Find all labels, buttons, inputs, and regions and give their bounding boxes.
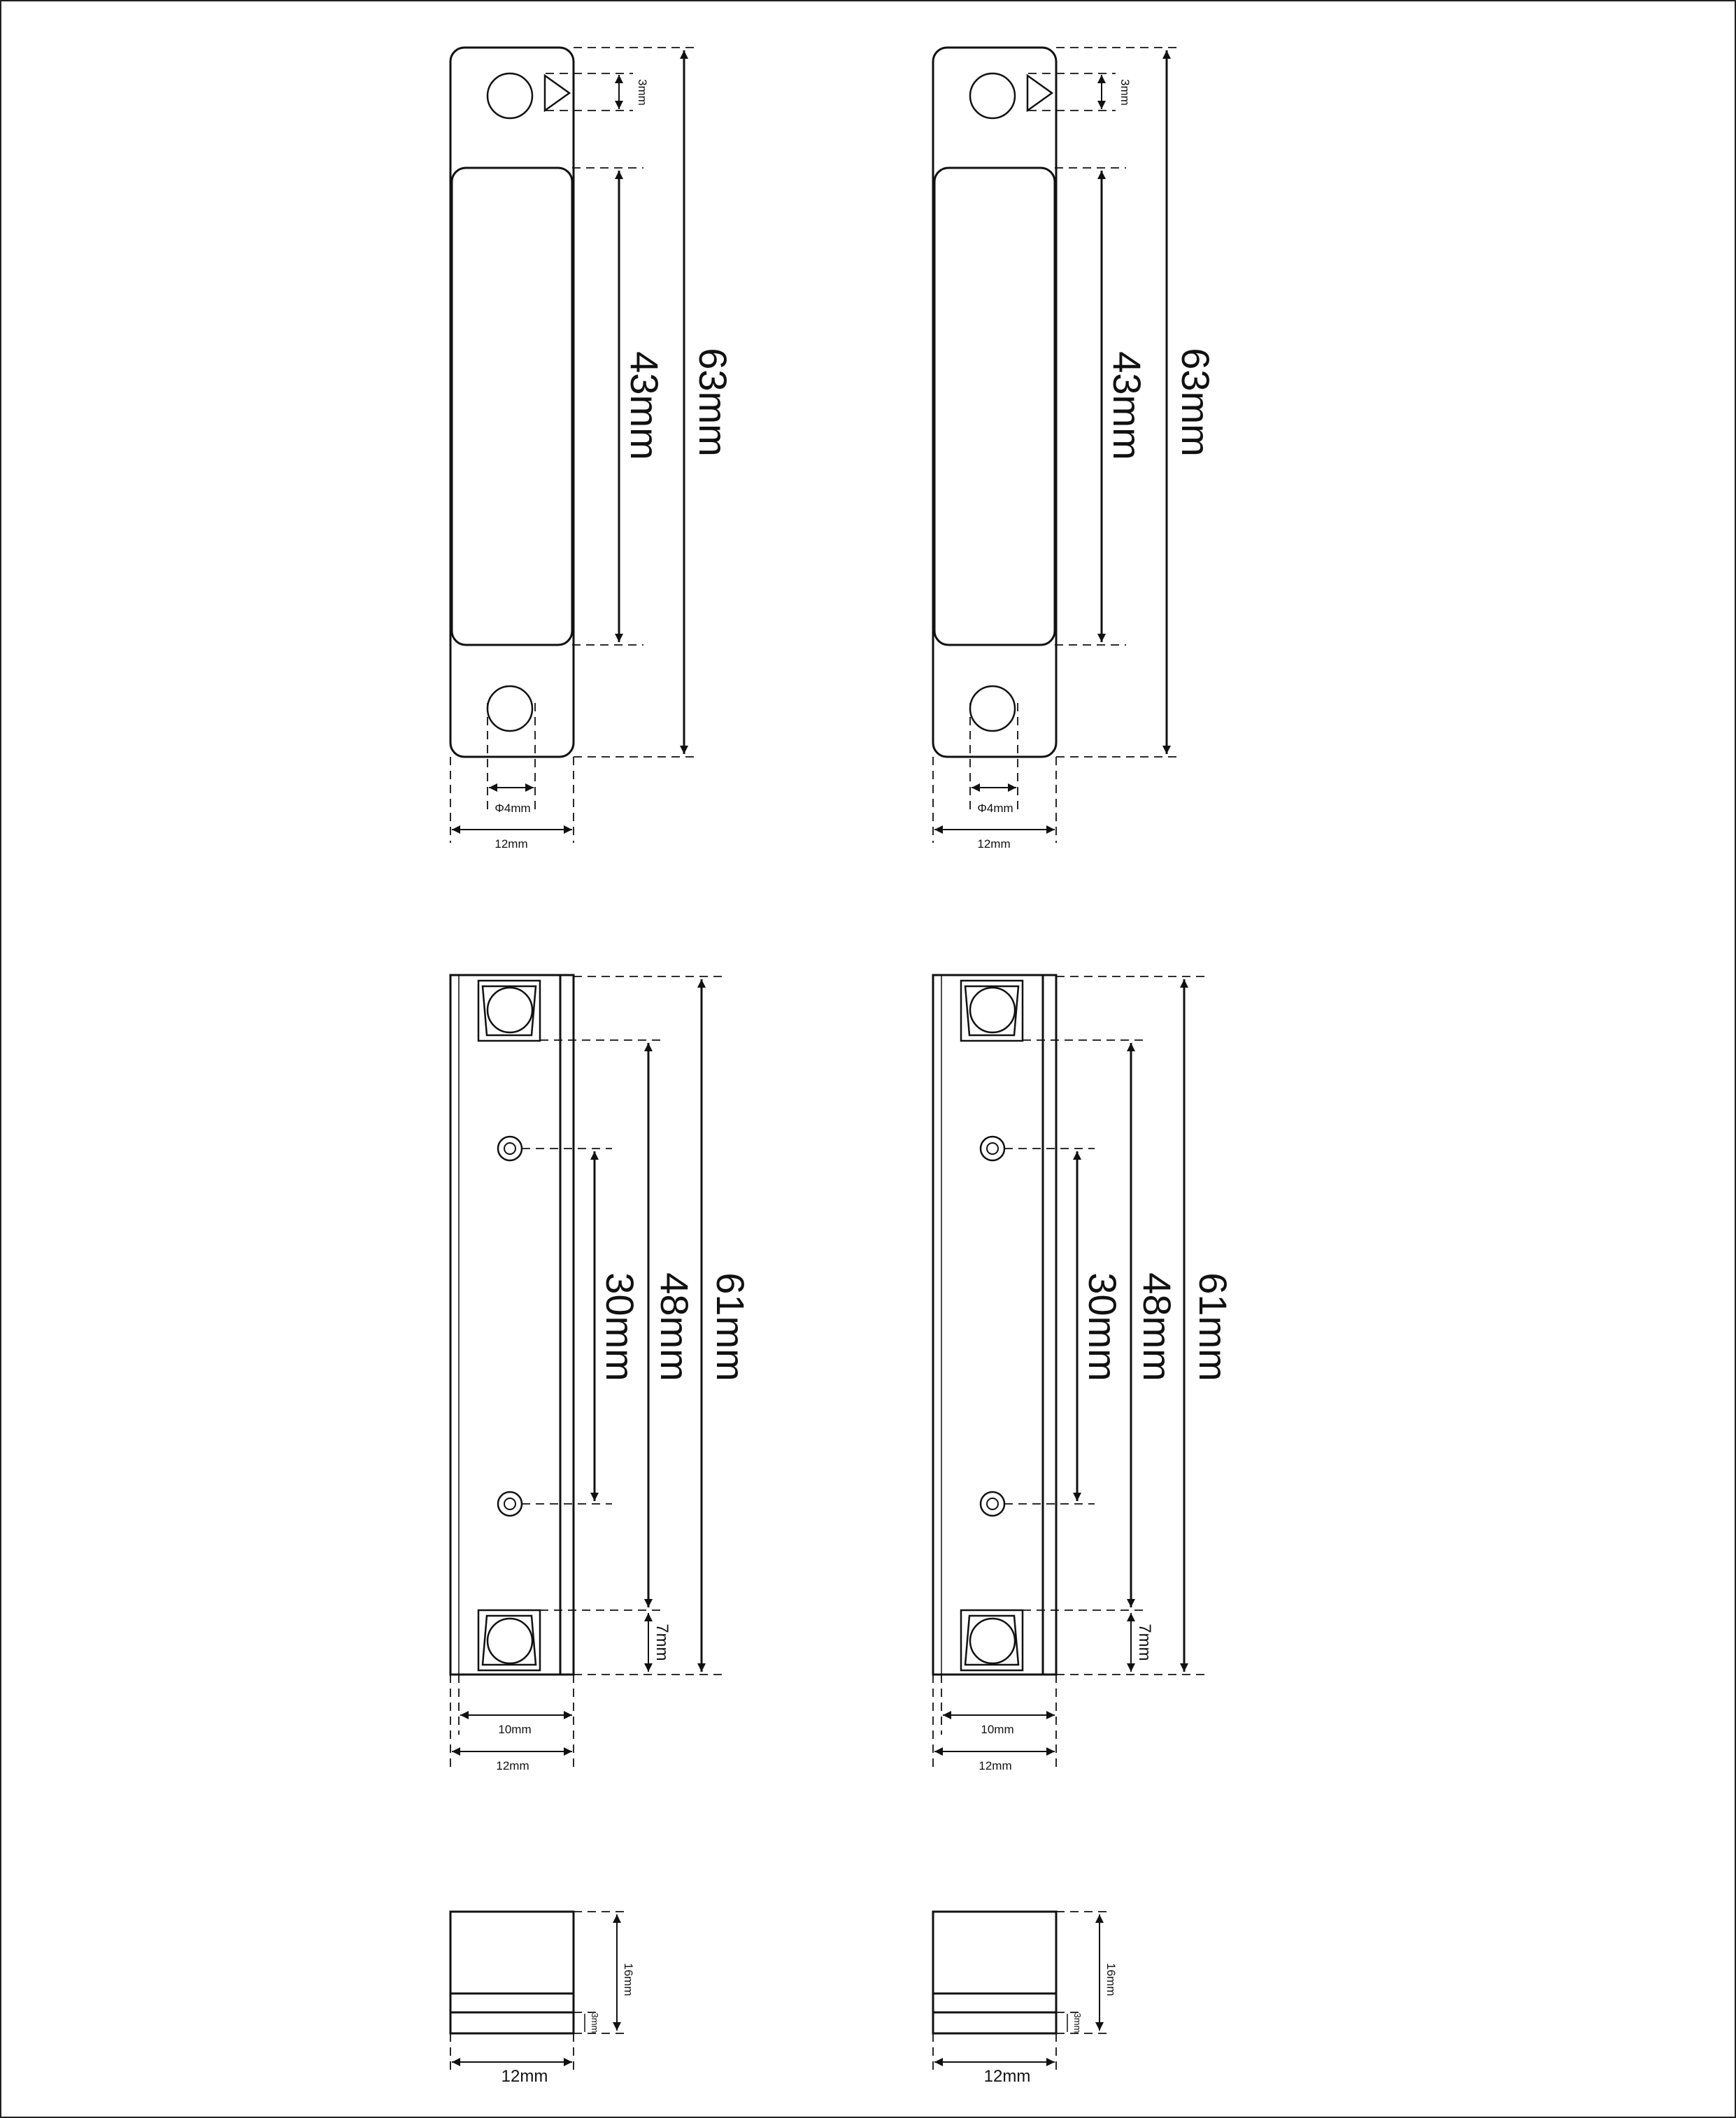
hole-diameter-label: Φ4mm	[495, 802, 531, 815]
inner-pitch-label: 30mm	[1081, 1272, 1125, 1381]
hole-diameter-label: Φ4mm	[977, 802, 1013, 815]
pad-height-label: 7mm	[653, 1623, 671, 1661]
side-width-label: 12mm	[501, 2067, 548, 2086]
base-width-label: 12mm	[979, 1759, 1012, 1772]
outer-pitch-label: 48mm	[1135, 1272, 1179, 1381]
inner-pitch-label: 30mm	[598, 1272, 642, 1381]
overall-length-label: 63mm	[1174, 348, 1218, 457]
inner-width-label: 10mm	[498, 1723, 532, 1736]
side-lip-label: 3mm	[590, 2012, 600, 2033]
inner-width-label: 10mm	[981, 1723, 1014, 1736]
tab-height-label: 3mm	[1118, 79, 1132, 106]
left-drawing-set	[450, 48, 753, 2086]
side-height-label: 16mm	[622, 1963, 635, 1996]
tab-height-label: 3mm	[636, 79, 649, 106]
base-length-label: 61mm	[709, 1272, 753, 1381]
side-view-outline	[450, 1912, 629, 2070]
body-length-label: 43mm	[622, 351, 667, 460]
top-width-label: 12mm	[495, 837, 528, 851]
body-length-label: 43mm	[1105, 351, 1149, 460]
base-width-label: 12mm	[496, 1759, 529, 1772]
side-width-label: 12mm	[983, 2067, 1031, 2086]
overall-length-label: 63mm	[691, 348, 735, 457]
right-drawing-set	[933, 48, 1235, 2086]
page-border	[1, 1, 1735, 2117]
side-view-outline	[933, 1912, 1112, 2070]
side-height-label: 16mm	[1104, 1963, 1118, 1996]
base-length-label: 61mm	[1191, 1272, 1235, 1381]
side-lip-label: 3mm	[1072, 2012, 1083, 2033]
outer-pitch-label: 48mm	[653, 1272, 697, 1381]
pad-height-label: 7mm	[1135, 1623, 1154, 1661]
top-width-label: 12mm	[977, 837, 1011, 851]
